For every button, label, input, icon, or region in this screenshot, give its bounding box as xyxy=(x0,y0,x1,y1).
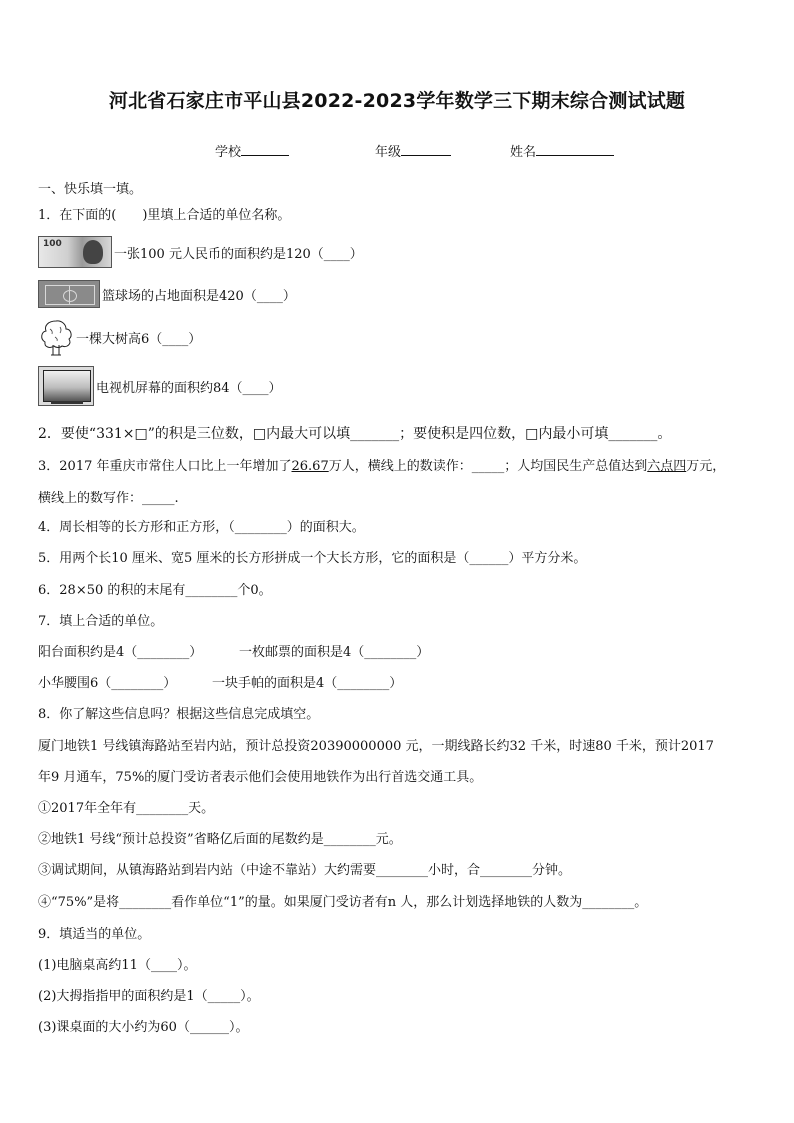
tv-stand xyxy=(51,401,83,404)
question-9-sub-3: (3)课桌面的大小约为60（______）。 xyxy=(38,1020,249,1035)
question-1-item-4 xyxy=(38,366,282,406)
question-8-stem: 8．你了解这些信息吗？根据这些信息完成填空。 xyxy=(38,707,320,722)
page-title: 河北省石家庄市平山县2022-2023学年数学三下期末综合测试试题 xyxy=(108,90,686,112)
tree-image xyxy=(38,317,74,357)
question-3-line-1 xyxy=(38,457,725,477)
question-4: 4．周长相等的长方形和正方形，（________）的面积大。 xyxy=(38,520,365,535)
banknote-number: 100 xyxy=(43,239,62,249)
question-7-row-2b: 一块手帕的面积是4（________） xyxy=(212,676,403,691)
portrait-shape xyxy=(83,240,103,264)
question-9-sub-2: (2)大拇指指甲的面积约是1（_____）。 xyxy=(38,989,260,1004)
q3-underlined-number: 26.67 xyxy=(291,459,329,474)
section-heading: 一、快乐填一填。 xyxy=(38,182,143,197)
basketball-court-image xyxy=(38,280,100,308)
school-field[interactable] xyxy=(215,141,289,160)
item-1-text: 一张100 元人民币的面积约是120（____） xyxy=(114,246,363,262)
item-3-text: 一棵大树高6（____） xyxy=(76,331,202,347)
q3-text-e: 万元， xyxy=(686,459,726,474)
school-label: 学校 xyxy=(215,145,242,160)
question-7-row-1a: 阳台面积约是4（________） xyxy=(38,645,203,660)
question-8-sub-2: ②地铁1 号线“预计总投资”省略亿后面的尾数约是________元。 xyxy=(38,832,402,847)
question-1-stem: 1．在下面的( )里填上合适的单位名称。 xyxy=(38,208,291,223)
q3-text-a: 3．2017 年重庆市常住人口比上一年增加了 xyxy=(38,459,292,474)
banknote-image xyxy=(38,236,112,268)
court-circle xyxy=(63,290,77,302)
question-7-row-2a: 小华腰围6（________） xyxy=(38,676,177,691)
name-field[interactable] xyxy=(510,141,614,160)
name-label: 姓名 xyxy=(510,145,537,160)
question-8-paragraph-line-1: 厦门地铁1 号线镇海路站至岩内站，预计总投资20390000000 元，一期线路长约32 千米，时速80 千米，预计2017 xyxy=(38,739,714,754)
question-1-item-2 xyxy=(38,280,296,308)
question-8-paragraph-line-2: 年9 月通车，75%的厦门受访者表示他们会使用地铁作为出行首选交通工具。 xyxy=(38,770,483,785)
question-9-stem: 9．填适当的单位。 xyxy=(38,927,151,942)
question-6: 6．28×50 的积的末尾有________个0。 xyxy=(38,583,272,598)
question-2: 2．要使“331×□”的积是三位数，□内最大可以填_______；要使积是四位数，□内最小可填_______。 xyxy=(38,426,672,442)
grade-blank[interactable] xyxy=(401,142,451,156)
question-3-line-2: 横线上的数写作：_____. xyxy=(38,491,179,506)
question-7-row-1b: 一枚邮票的面积是4（________） xyxy=(239,645,430,660)
name-blank[interactable] xyxy=(536,142,614,156)
question-5: 5．用两个长10 厘米、宽5 厘米的长方形拼成一个大长方形，它的面积是（______）平方分米。 xyxy=(38,551,587,566)
question-1-item-3 xyxy=(38,317,201,357)
question-1-item-1 xyxy=(38,236,363,268)
question-8-sub-4: ④“75%”是将________看作单位“1”的量。如果厦门受访者有n 人，那么计划选择地铁的人数为________。 xyxy=(38,895,648,910)
q3-underlined-words: 六点四 xyxy=(647,459,687,474)
school-blank[interactable] xyxy=(241,142,289,156)
grade-field[interactable] xyxy=(375,141,451,160)
question-8-sub-3: ③调试期间，从镇海路站到岩内站（中途不靠站）大约需要________小时，合________分钟。 xyxy=(38,863,572,878)
question-9-sub-1: (1)电脑桌高约11（____）。 xyxy=(38,958,197,973)
grade-label: 年级 xyxy=(375,145,402,160)
television-image xyxy=(38,366,94,406)
item-2-text: 篮球场的占地面积是420（____） xyxy=(102,288,296,304)
tv-screen xyxy=(43,370,91,402)
question-7-stem: 7．填上合适的单位。 xyxy=(38,614,164,629)
question-8-sub-1: ①2017年全年有________天。 xyxy=(38,801,215,816)
q3-text-c: 万人，横线上的数读作：_____；人均国民生产总值达到 xyxy=(328,459,648,474)
item-4-text: 电视机屏幕的面积约84（____） xyxy=(96,380,282,396)
